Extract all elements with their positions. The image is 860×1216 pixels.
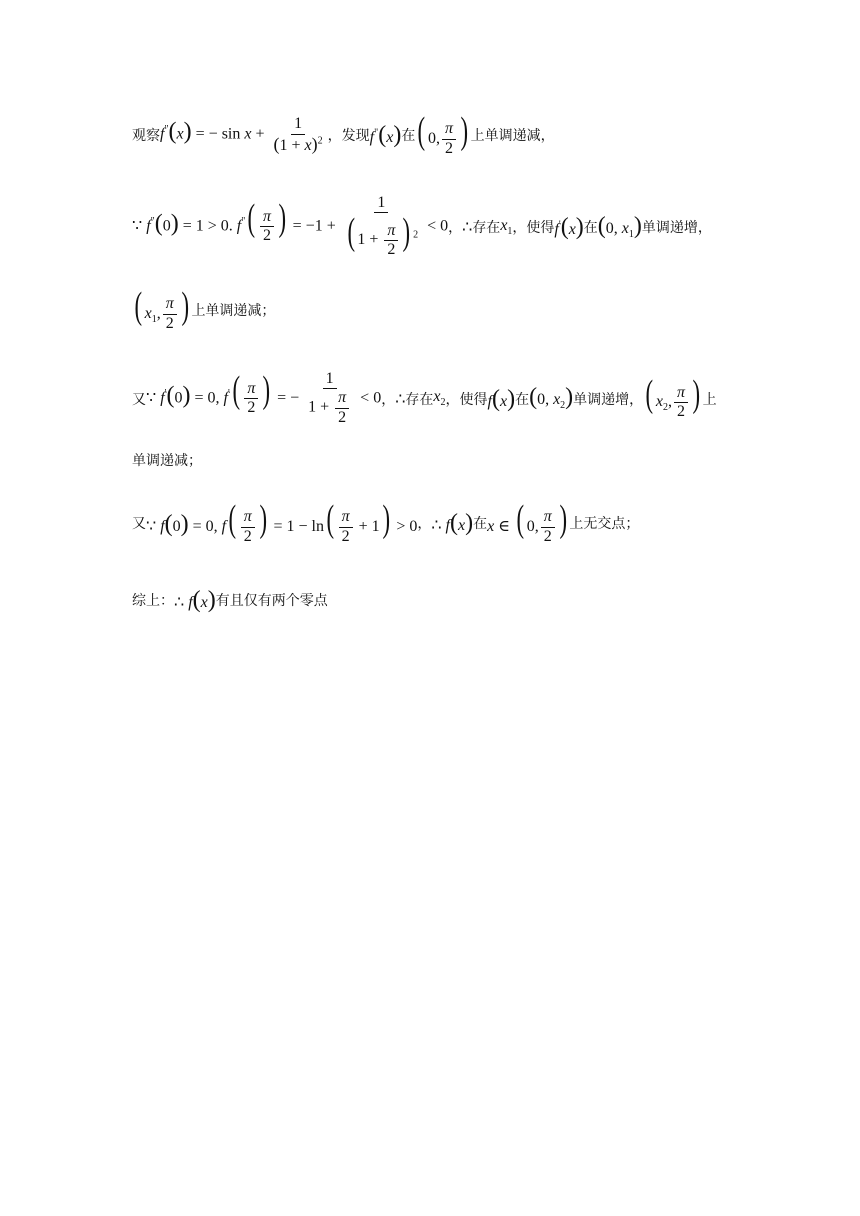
- formula: ( $x_2$, $\frac{\pi}{2}$ ): [645, 373, 701, 421]
- text: 有且仅有两个零点: [215, 593, 328, 609]
- text: 在: [515, 391, 530, 408]
- formula: ( 0, $\frac{\pi}{2}$ ): [417, 110, 469, 157]
- text: 又: [132, 391, 146, 408]
- line-4: [132, 370, 717, 427]
- formula: f(x): [487, 385, 516, 412]
- line-5: [132, 450, 202, 470]
- formula: ∴: [462, 218, 473, 236]
- formula: ∴: [395, 390, 406, 408]
- formula: f"(x): [369, 122, 402, 149]
- text: ，: [448, 219, 463, 236]
- formula: (0, $x_2$): [529, 384, 574, 412]
- formula: ( $x_1$, $\frac{\pi}{2}$ ): [134, 285, 189, 332]
- line-6: [132, 500, 639, 546]
- text: ，使得: [512, 219, 555, 236]
- text: 上单调递减，: [470, 128, 555, 145]
- line-2: [132, 194, 712, 260]
- text: 单调递减；: [132, 453, 202, 469]
- line-1: [132, 112, 555, 158]
- text: 存在: [472, 219, 501, 236]
- text: ，发现: [327, 128, 370, 145]
- text: 上: [702, 391, 717, 408]
- text: ，使得: [445, 391, 488, 408]
- formula: ∵ f"(0) = 1 > 0. f"( $\frac{\pi}{2}$ ) = −1 + 1 ( 1 + $\frac{\pi}{2}$ ) $^2$ < 0: [132, 194, 449, 259]
- text: 上无交点；: [569, 516, 640, 533]
- formula: f'(x): [554, 213, 584, 240]
- formula: (0, $x_1$): [597, 212, 642, 240]
- formula: ∵ f'(0) = 0, f'( $\frac{\pi}{2}$ ) = − 1 1 + $\frac{\pi}{2}$ < 0: [146, 369, 382, 426]
- formula: x ∈ ( 0, $\frac{\pi}{2}$ ): [487, 498, 567, 545]
- text: 单调递增，: [641, 219, 712, 236]
- formula: ∵ f(0) = 0, f( $\frac{\pi}{2}$ ) = 1 − ln( $\frac{\pi}{2}$ + 1) > 0: [146, 498, 418, 545]
- text: 在: [401, 128, 416, 145]
- text: ，: [381, 391, 396, 408]
- text: 上单调递减；: [191, 303, 276, 320]
- formula: $x_2$: [433, 388, 446, 409]
- text: 又: [132, 516, 146, 533]
- text: 在: [583, 219, 598, 236]
- text: 存在: [405, 391, 434, 408]
- line-7: [132, 588, 328, 612]
- text: 综上：: [132, 593, 174, 609]
- formula: $x_1$: [500, 216, 513, 237]
- formula: ∴ f(x): [174, 587, 216, 613]
- text: ，: [417, 516, 432, 533]
- text: 单调递增，: [573, 391, 644, 408]
- line-3: [132, 287, 275, 333]
- text: 观察: [132, 128, 160, 145]
- formula: ∴ f(x): [431, 510, 474, 537]
- text: 在: [473, 516, 488, 533]
- formula: f"(x) = − sin x + $\frac{1}{(1 + x)^2}$: [160, 115, 323, 154]
